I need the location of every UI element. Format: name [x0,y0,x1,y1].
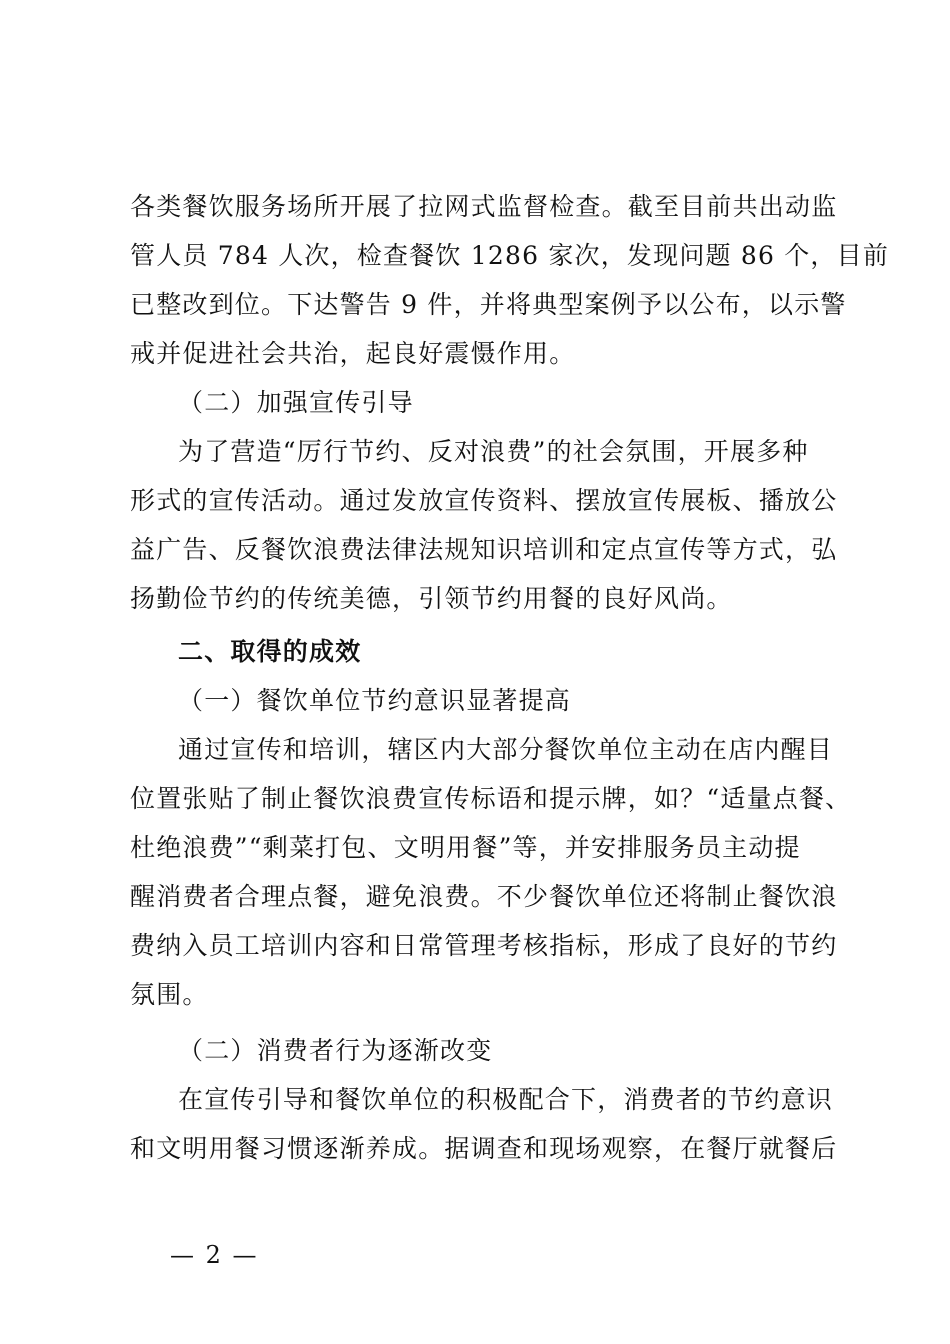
body-line: 杜绝浪费”“剩菜打包、文明用餐”等，并安排服务员主动提 [130,833,801,862]
body-line: 已整改到位。下达警告 9 件，并将典型案例予以公布，以示警 [130,290,847,319]
body-line: 益广告、反餐饮浪费法律法规知识培训和定点宣传等方式，弘 [130,535,838,564]
section-subheading: （一）餐饮单位节约意识显著提高 [178,686,572,715]
paragraph-first-line: 在宣传引导和餐饮单位的积极配合下，消费者的节约意识 [178,1085,834,1114]
section-heading: 二、取得的成效 [178,637,362,666]
body-line: 戒并促进社会共治，起良好震慑作用。 [130,339,576,368]
page-number: — 2 — [170,1241,259,1269]
body-line: 扬勤俭节约的传统美德，引领节约用餐的良好风尚。 [130,584,733,613]
paragraph-first-line: 通过宣传和培训，辖区内大部分餐饮单位主动在店内醒目 [178,735,834,764]
body-line: 各类餐饮服务场所开展了拉网式监督检查。截至目前共出动监 [130,192,838,221]
body-line: 醒消费者合理点餐，避免浪费。不少餐饮单位还将制止餐饮浪 [130,882,838,911]
section-subheading: （二）加强宣传引导 [178,388,414,417]
body-line: 氛围。 [130,980,209,1009]
body-line: 形式的宣传活动。通过发放宣传资料、摆放宣传展板、播放公 [130,486,838,515]
body-line: 位置张贴了制止餐饮浪费宣传标语和提示牌，如？“适量点餐、 [130,784,852,813]
paragraph-first-line: 为了营造“厉行节约、反对浪费”的社会氛围，开展多种 [178,437,809,466]
body-line: 和文明用餐习惯逐渐养成。据调查和现场观察，在餐厅就餐后 [130,1134,838,1163]
section-subheading: （二）消费者行为逐渐改变 [178,1036,493,1065]
body-line: 费纳入员工培训内容和日常管理考核指标，形成了良好的节约 [130,931,838,960]
body-line: 管人员 784 人次，检查餐饮 1286 家次，发现问题 86 个，目前 [130,241,890,270]
